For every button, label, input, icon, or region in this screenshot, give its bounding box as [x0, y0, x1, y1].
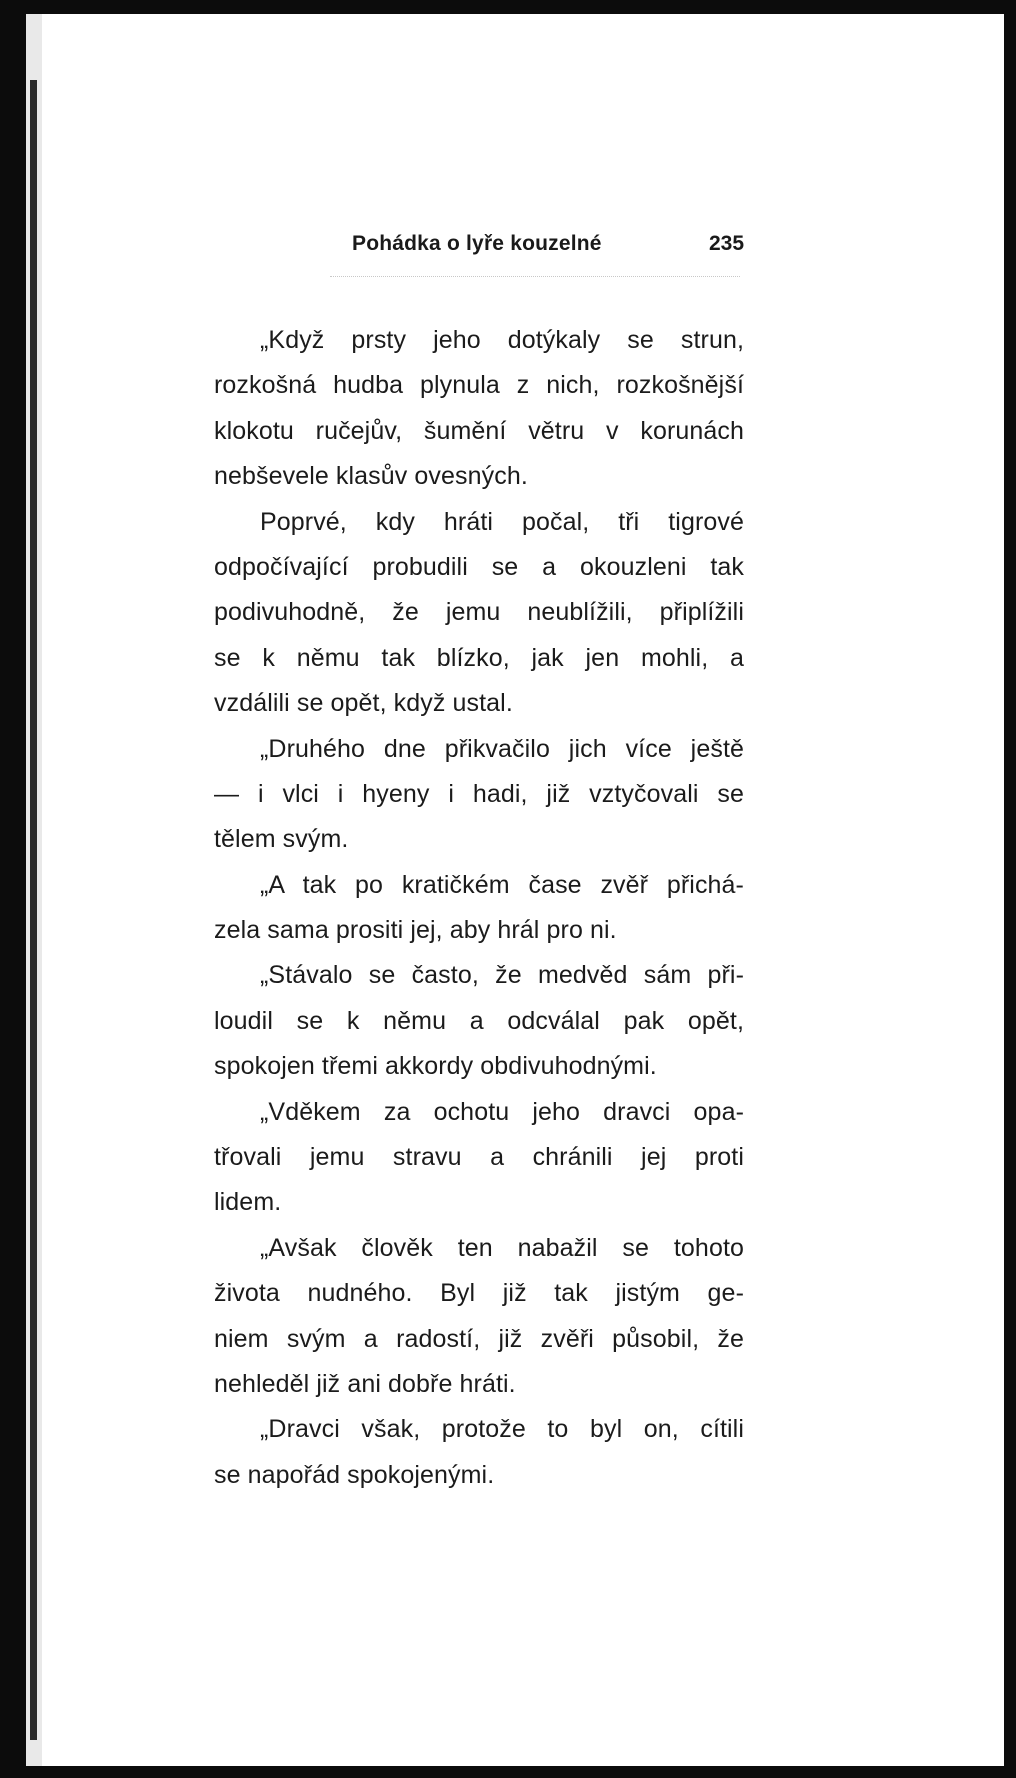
header-rule: [330, 276, 740, 277]
text-line: třovali jemu stravu a chránili jej proti: [214, 1143, 744, 1172]
text-line: niem svým a radostí, již zvěři působil, že: [214, 1324, 744, 1353]
scan-border-top: [0, 0, 1016, 14]
scan-border-left: [0, 0, 26, 1778]
text-line: odpočívající probudili se a okouzleni tak: [214, 552, 744, 581]
text-line: vzdálili se opět, když ustal.: [214, 689, 513, 718]
scan-border-right: [1004, 0, 1016, 1778]
text-line: „A tak po kratičkém čase zvěř přichá-: [260, 870, 744, 899]
text-line: „Druhého dne přikvačilo jich více ještě: [260, 734, 744, 763]
text-line: zela sama prositi jej, aby hrál pro ni.: [214, 916, 617, 945]
running-title: Pohádka o lyře kouzelné: [352, 232, 602, 255]
page-number: 235: [709, 232, 745, 255]
text-line: „Stávalo se často, že medvěd sám při-: [260, 961, 744, 990]
text-line: rozkošná hudba plynula z nich, rozkošnější: [214, 371, 744, 400]
text-line: spokojen třemi akkordy obdivuhodnými.: [214, 1052, 657, 1081]
body-text: [214, 318, 744, 1498]
scan-border-bottom: [0, 1766, 1016, 1778]
text-line: nebševele klasův ovesných.: [214, 462, 528, 491]
text-line: se k němu tak blízko, jak jen mohli, a: [214, 643, 744, 672]
text-line: Poprvé, kdy hráti počal, tři tigrové: [260, 507, 744, 536]
text-line: „Avšak člověk ten nabažil se tohoto: [260, 1233, 744, 1262]
text-line: nehleděl již ani dobře hráti.: [214, 1369, 516, 1398]
text-line: loudil se k němu a odcválal pak opět,: [214, 1006, 744, 1035]
text-line: „Vděkem za ochotu jeho dravci opa-: [260, 1097, 744, 1126]
text-line: života nudného. Byl již tak jistým ge-: [214, 1279, 744, 1308]
text-line: klokotu ručejův, šumění větru v korunách: [214, 416, 744, 445]
text-line: lidem.: [214, 1188, 282, 1217]
text-line: se napořád spokojenými.: [214, 1460, 495, 1489]
text-line: tělem svým.: [214, 825, 349, 854]
running-header: [0, 218, 1016, 258]
book-spine-edge: [30, 80, 37, 1740]
text-line: „Když prsty jeho dotýkaly se strun,: [260, 326, 744, 354]
text-line: „Dravci však, protože to byl on, cítili: [260, 1415, 744, 1444]
text-line: — i vlci i hyeny i hadi, již vztyčovali se: [214, 779, 744, 808]
text-line: podivuhodně, že jemu neublížili, připlížili: [214, 598, 744, 627]
